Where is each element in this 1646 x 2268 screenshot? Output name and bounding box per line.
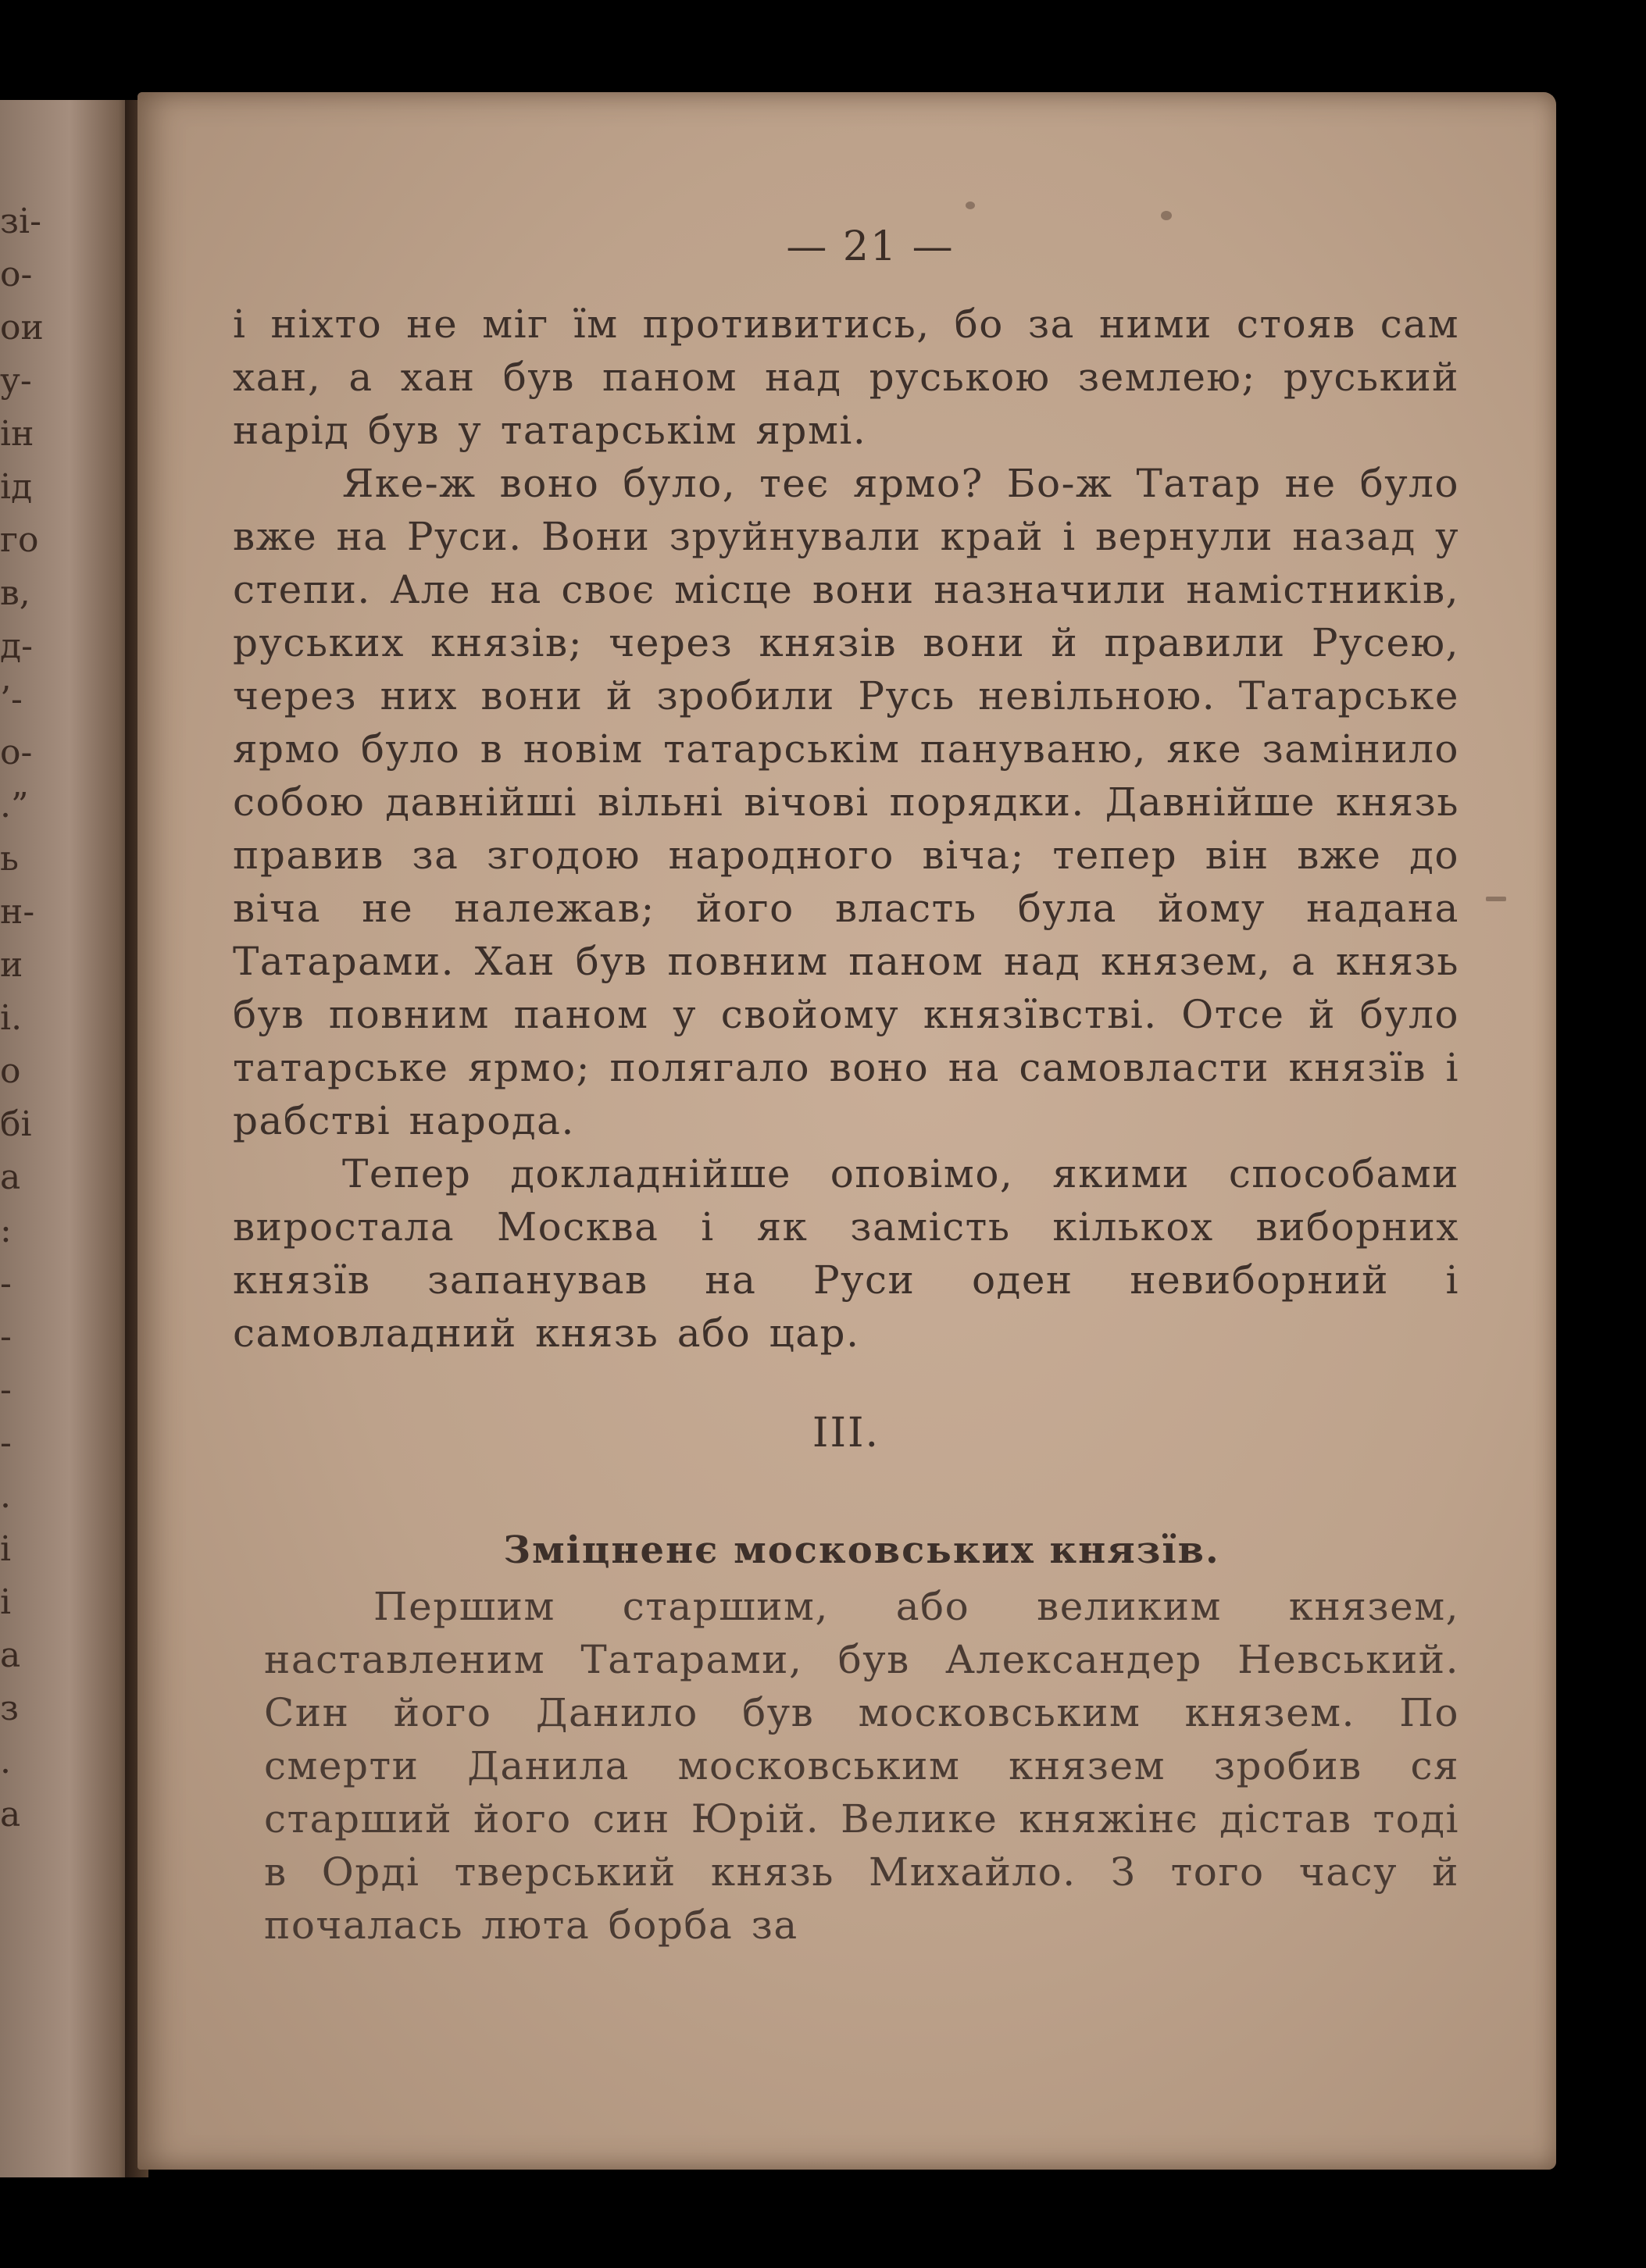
previous-page-fragment: о (0, 1051, 21, 1091)
previous-page-fragment: бі (0, 1104, 32, 1144)
previous-page-fragment: а (0, 1157, 21, 1197)
previous-page-fragment: - (0, 1317, 12, 1357)
previous-page-fragment: а (0, 1635, 21, 1675)
page-number: — 21 — (786, 223, 955, 270)
paper-speck (966, 201, 975, 209)
paragraph: Першим старшим, або великим князем, наставленим Татарами, був Александер Невський. Син його Данило був московським князем. По смерти Данила московським князем зробив ся старший його син Юрій. Велике княжінє дістав тоді в Орді тверський князь Михайло. З того часу й почалась люта борба за (264, 1584, 1459, 1948)
previous-page-fragment: ін (0, 414, 34, 454)
previous-page-fragment: ои (0, 308, 44, 348)
paragraph: Яке-ж воно було, теє ярмо? Бо-ж Татар не було вже на Руси. Вони зруйнували край і вернули назад у степи. Але на своє місце вони назначили намістників, руських князів; через князів вони й правили Русею, через них вони й зробили Русь невільною. Татарське ярмо було в новім татарськім пануваню, яке замінило собою давнійші вільні вічові порядки. Давнійше князь правив за згодою народного віча; тепер він вже до віча не належав; його власть була йому надана Татарами. Хан був повним паном над князем, а князь був повним паном у свойому князївстві. Отсе й було татарське ярмо; полягало воно на самовласти князїв і рабстві народа. (233, 461, 1459, 1143)
section-number: III. (812, 1410, 880, 1457)
section-title: Зміцненє московських князїв. (503, 1528, 1220, 1572)
previous-page-fragment: ь (0, 839, 19, 879)
previous-page-fragment: .” (0, 786, 29, 826)
previous-page-fragment: а (0, 1795, 21, 1835)
previous-page-fragment: і. (0, 998, 23, 1038)
previous-page-fragment: в, (0, 573, 30, 613)
previous-page-fragment: - (0, 1370, 12, 1410)
previous-page-fragment: н- (0, 892, 35, 932)
paper-speck (1486, 897, 1506, 901)
previous-page-fragment: о- (0, 255, 33, 294)
paper-speck (1161, 211, 1172, 220)
previous-page-fragment: і (0, 1582, 12, 1622)
previous-page-fragment: : (0, 1211, 12, 1250)
previous-page-fragment: . (0, 1476, 11, 1516)
previous-page-fragment: зі- (0, 201, 41, 241)
previous-page-fragment: ’- (0, 679, 23, 719)
previous-page-fragment: о- (0, 733, 33, 772)
page-text (233, 298, 1459, 1952)
previous-page-fragment: у- (0, 361, 32, 401)
previous-page-fragment: ід (0, 467, 33, 507)
previous-page-fragment: го (0, 520, 39, 560)
previous-page-edge (0, 100, 139, 2177)
section-body (233, 1580, 1459, 1952)
paragraph: Тепер докладнійше оповімо, якими способами виростала Москва і як замість кількох виборних князїв запанував на Руси оден невиборний і самовладний князь або цар. (233, 1151, 1459, 1356)
previous-page-fragment: и (0, 945, 23, 985)
previous-page-fragment: з (0, 1689, 19, 1728)
paragraph: і ніхто не міг їм противитись, бо за ними стояв сам хан, а хан був паном над руською землею; руський нарід був у татарськім ярмі. (233, 301, 1459, 453)
previous-page-fragment: - (0, 1264, 12, 1303)
previous-page-fragment: д- (0, 626, 33, 666)
previous-page-fragment: і (0, 1529, 12, 1569)
previous-page-fragment: - (0, 1423, 12, 1463)
book-page (137, 92, 1556, 2170)
previous-page-fragment: . (0, 1742, 11, 1781)
